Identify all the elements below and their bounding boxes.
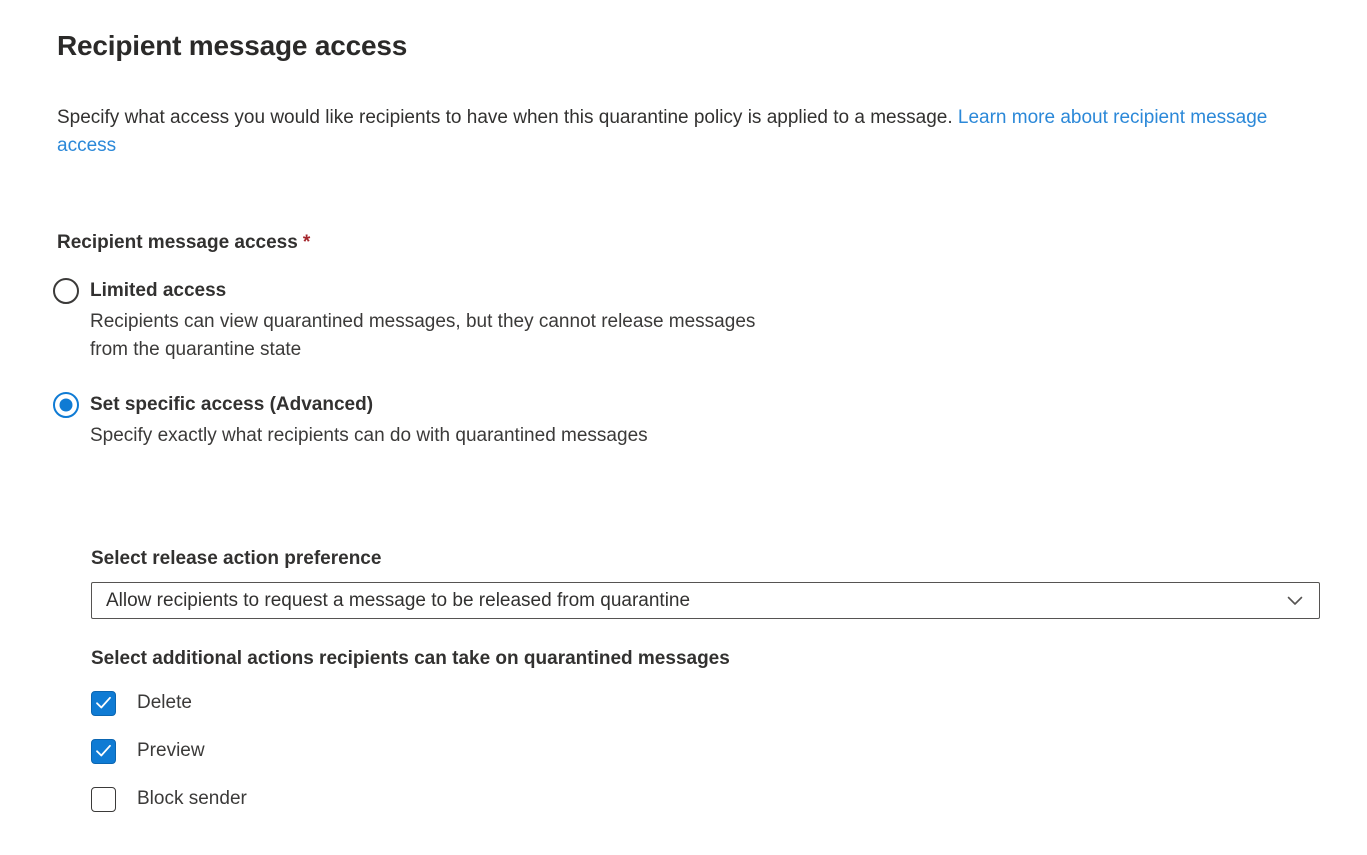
radio-option-set-specific-access[interactable] <box>57 392 1320 450</box>
additional-actions-label: Select additional actions recipients can take on quarantined messages <box>91 648 730 669</box>
checkbox-row-preview[interactable] <box>91 738 1320 764</box>
checkbox-checked-icon[interactable] <box>91 691 116 716</box>
additional-actions-list <box>91 690 1320 812</box>
advanced-access-section <box>91 546 1320 812</box>
checkbox-label: Block sender <box>137 788 247 809</box>
radio-option-limited-access[interactable] <box>57 278 1320 364</box>
checkbox-row-block-sender[interactable] <box>91 786 1320 812</box>
description-text: Specify what access you would like recipients to have when this quarantine policy is applied to a message. <box>57 107 953 128</box>
release-preference-dropdown[interactable] <box>91 582 1320 619</box>
checkbox-label: Delete <box>137 692 192 713</box>
checkbox-unchecked-icon[interactable] <box>91 787 116 812</box>
radio-selected-icon[interactable] <box>53 392 79 418</box>
access-field-label-text: Recipient message access <box>57 232 298 253</box>
radio-option-label: Set specific access (Advanced) <box>90 394 374 415</box>
radio-option-label: Limited access <box>90 280 227 301</box>
radio-option-description: Recipients can view quarantined messages, but they cannot release messages from the quarantine state <box>90 311 756 360</box>
page-title: Recipient message access <box>57 30 408 61</box>
required-asterisk: * <box>302 232 311 253</box>
access-field-label <box>57 230 1320 256</box>
dropdown-selected-value: Allow recipients to request a message to be released from quarantine <box>106 589 691 611</box>
checkbox-label: Preview <box>137 740 205 761</box>
chevron-down-icon <box>1287 596 1303 606</box>
release-preference-label: Select release action preference <box>91 548 382 569</box>
checkbox-row-delete[interactable] <box>91 690 1320 716</box>
page-description <box>57 104 1320 160</box>
radio-option-description: Specify exactly what recipients can do with quarantined messages <box>90 425 648 446</box>
radio-unselected-icon[interactable] <box>53 278 79 304</box>
checkbox-checked-icon[interactable] <box>91 739 116 764</box>
learn-more-link[interactable]: Learn more about recipient message access <box>57 107 1268 156</box>
